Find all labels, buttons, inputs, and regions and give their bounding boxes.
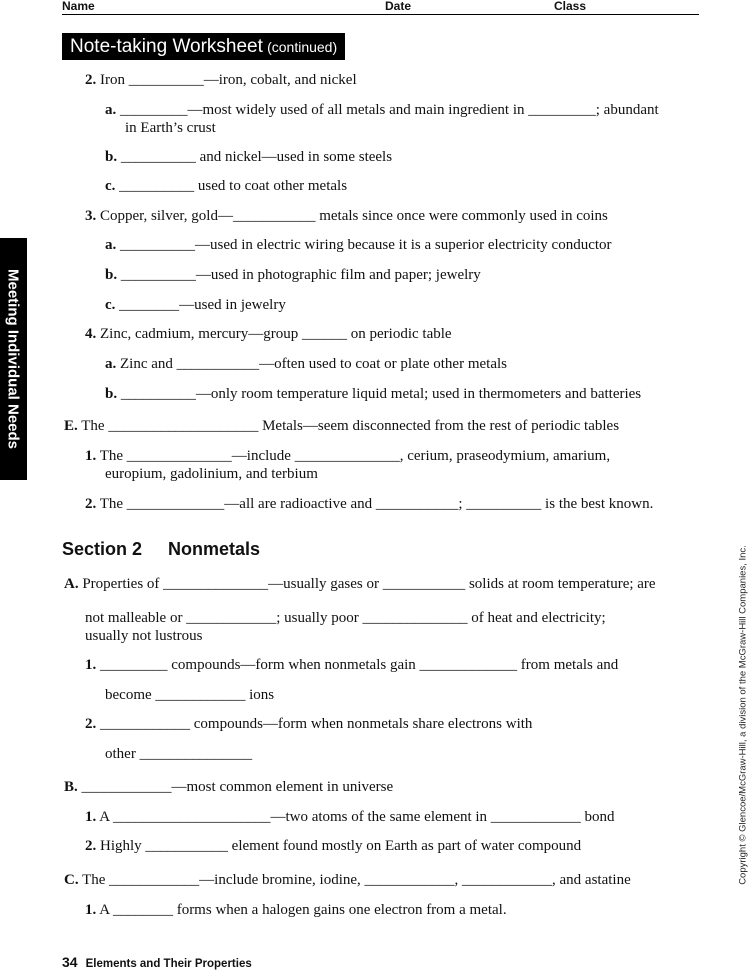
worksheet-title: Note-taking Worksheet <box>70 36 263 57</box>
item-text: europium, gadolinium, and terbium <box>105 466 318 482</box>
side-tab <box>0 238 27 480</box>
worksheet-line <box>105 237 612 254</box>
item-marker: c. <box>105 178 116 194</box>
item-text: The ______________—include ______________, cerium, praseodymium, amarium, <box>99 448 611 464</box>
item-text: in Earth’s crust <box>125 120 216 136</box>
footer-title: Elements and Their Properties <box>85 958 252 970</box>
section-title: Nonmetals <box>168 539 261 559</box>
item-text: The ____________—include bromine, iodine, ____________, ____________, and astatine <box>82 872 631 888</box>
item-marker: C. <box>64 872 79 888</box>
item-marker: a. <box>105 102 117 118</box>
worksheet-line <box>85 610 606 627</box>
item-marker: 2. <box>85 496 97 512</box>
item-marker: a. <box>105 237 117 253</box>
worksheet-line <box>64 576 656 593</box>
side-tab-label: Meeting Individual Needs <box>4 268 22 450</box>
item-marker: 1. <box>85 448 97 464</box>
item-marker: b. <box>105 386 118 402</box>
page-number: 34 <box>62 954 78 970</box>
item-text: __________ and nickel—used in some steels <box>120 149 393 165</box>
worksheet-line <box>64 872 631 889</box>
copyright-notice: Copyright © Glencoe/McGraw-Hill, a division of the McGraw-Hill Companies, Inc. <box>737 545 749 885</box>
worksheet-line <box>105 386 641 403</box>
item-text: Zinc and ___________—often used to coat or plate other metals <box>120 356 507 372</box>
item-text: become ____________ ions <box>105 687 275 703</box>
item-marker: 1. <box>85 657 97 673</box>
worksheet-line <box>85 208 608 225</box>
item-text: usually not lustrous <box>85 628 203 644</box>
item-marker: a. <box>105 356 117 372</box>
worksheet-line <box>85 838 581 855</box>
item-text: The _____________—all are radioactive and ___________; __________ is the best known. <box>99 496 654 512</box>
worksheet-line <box>105 466 318 483</box>
item-text: Copper, silver, gold—___________ metals since once were commonly used in coins <box>100 208 608 224</box>
worksheet-line <box>85 657 618 674</box>
item-marker: A. <box>64 576 79 592</box>
item-marker: 1. <box>85 902 97 918</box>
item-marker: 1. <box>85 809 97 825</box>
worksheet-line <box>85 902 507 919</box>
item-marker: 3. <box>85 208 97 224</box>
item-marker: 2. <box>85 838 97 854</box>
item-marker: 2. <box>85 716 97 732</box>
item-text: ____________ compounds—form when nonmetals share electrons with <box>100 716 533 732</box>
item-marker: 2. <box>85 72 97 88</box>
worksheet-line <box>105 356 507 373</box>
item-marker: E. <box>64 418 78 434</box>
item-text: _________ compounds—form when nonmetals gain _____________ from metals and <box>100 657 619 673</box>
class-label: Class <box>554 0 587 13</box>
worksheet-title-suffix: (continued) <box>267 39 338 55</box>
item-text: Zinc, cadmium, mercury—group ______ on periodic table <box>100 326 452 342</box>
item-text: not malleable or ____________; usually poor ______________ of heat and electricity; <box>85 610 606 626</box>
item-text: Highly ___________ element found mostly on Earth as part of water compound <box>100 838 582 854</box>
item-text: __________—only room temperature liquid metal; used in thermometers and batteries <box>120 386 642 402</box>
worksheet-line <box>105 746 252 763</box>
page-header <box>62 0 699 15</box>
worksheet-line <box>64 779 393 796</box>
worksheet-line <box>85 809 615 826</box>
section-number: Section 2 <box>62 539 143 559</box>
worksheet-line <box>85 628 203 645</box>
item-marker: 4. <box>85 326 97 342</box>
name-label: Name <box>62 0 95 13</box>
item-text: A _____________________—two atoms of the same element in ____________ bond <box>99 809 615 825</box>
item-text: __________—used in electric wiring because it is a superior electricity conductor <box>120 237 612 253</box>
item-text: A ________ forms when a halogen gains one electron from a metal. <box>99 902 507 918</box>
worksheet-line <box>85 716 532 733</box>
page-footer <box>62 954 252 970</box>
worksheet-line <box>85 448 610 465</box>
item-text: Properties of ______________—usually gases or ___________ solids at room temperature; are <box>82 576 656 592</box>
item-text: ________—used in jewelry <box>119 297 286 313</box>
item-text: The ____________________ Metals—seem disconnected from the rest of periodic tables <box>81 418 620 434</box>
worksheet-line <box>85 496 653 513</box>
worksheet-line <box>105 687 274 704</box>
worksheet-line <box>105 267 481 284</box>
worksheet-line <box>105 102 659 119</box>
item-marker: c. <box>105 297 116 313</box>
date-label: Date <box>385 0 412 13</box>
worksheet-title-banner <box>62 33 345 60</box>
worksheet-line <box>105 297 286 314</box>
worksheet-line <box>125 120 216 137</box>
item-marker: b. <box>105 267 118 283</box>
worksheet-line <box>85 72 357 89</box>
worksheet-line <box>105 178 347 195</box>
section-heading <box>62 539 260 560</box>
item-text: __________ used to coat other metals <box>119 178 348 194</box>
item-text: _________—most widely used of all metals and main ingredient in _________; abundant <box>120 102 659 118</box>
item-text: __________—used in photographic film and paper; jewelry <box>120 267 481 283</box>
worksheet-line <box>105 149 392 166</box>
item-marker: B. <box>64 779 78 795</box>
item-text: Iron __________—iron, cobalt, and nickel <box>100 72 357 88</box>
item-text: other _______________ <box>105 746 253 762</box>
item-marker: b. <box>105 149 118 165</box>
worksheet-line <box>64 418 619 435</box>
item-text: ____________—most common element in universe <box>81 779 394 795</box>
worksheet-line <box>85 326 452 343</box>
